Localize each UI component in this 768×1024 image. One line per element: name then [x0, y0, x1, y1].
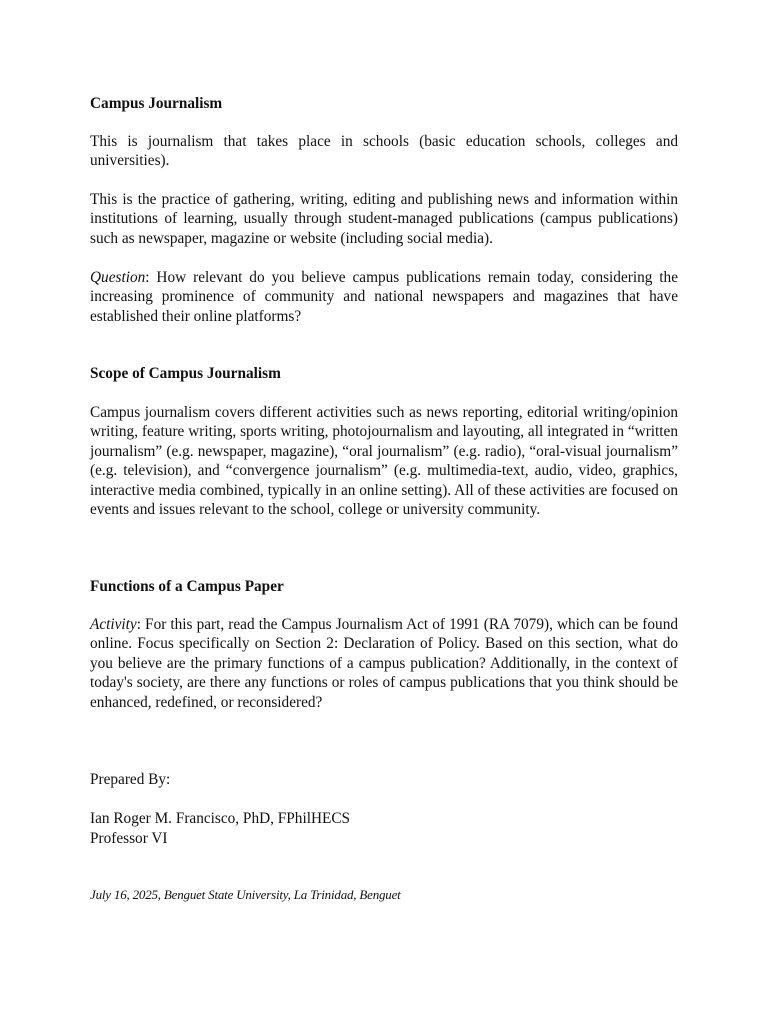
- heading-scope: Scope of Campus Journalism: [90, 365, 281, 382]
- prepared-by-label: Prepared By:: [90, 771, 171, 788]
- heading-functions: Functions of a Campus Paper: [90, 578, 284, 595]
- author-name: Ian Roger M. Francisco, PhD, FPhilHECS: [90, 810, 351, 827]
- paragraph-definition: This is journalism that takes place in schools (basic education schools, colleges and universities).: [90, 133, 678, 170]
- heading-campus-journalism: Campus Journalism: [90, 95, 223, 112]
- paragraph-scope: Campus journalism covers different activities such as news reporting, editorial writing/opinion writing, feature writing, sports writing, photojournalism and layouting, all integrated in “written journalism” (e.g. newspaper, magazine), “oral journalism” (e.g. radio), “oral-visual journalism” (e.g. television), and “convergence journalism” (e.g. multimedia-text, audio, video, graphics, interactive media combined, typically in an online setting). All of these activities are focused on events and issues relevant to the school, college or university community.: [90, 404, 678, 519]
- activity-text: : For this part, read the Campus Journalism Act of 1991 (RA 7079), which can be found online. Focus specifically on Section 2: Declaration of Policy. Based on this section, what do you believe are the primary functions of a campus publication? Additionally, in the context of today's society, are there any functions or roles of campus publications that you think should be enhanced, redefined, or reconsidered?: [90, 616, 678, 711]
- question-text: : How relevant do you believe campus publications remain today, considering the increasing prominence of community and national newspapers and magazines that have established their online platforms?: [90, 269, 678, 325]
- activity-paragraph: [90, 615, 678, 712]
- activity-label: Activity: [90, 616, 137, 633]
- question-label: Question: [90, 269, 146, 286]
- author-title: Professor VI: [90, 830, 168, 847]
- question-paragraph: [90, 268, 678, 326]
- paragraph-practice: This is the practice of gathering, writing, editing and publishing news and information within institutions of learning, usually through student-managed publications (campus publications) such as newspaper, magazine or website (including social media).: [90, 191, 678, 247]
- footer-date-location: July 16, 2025, Benguet State University, La Trinidad, Benguet: [90, 887, 401, 902]
